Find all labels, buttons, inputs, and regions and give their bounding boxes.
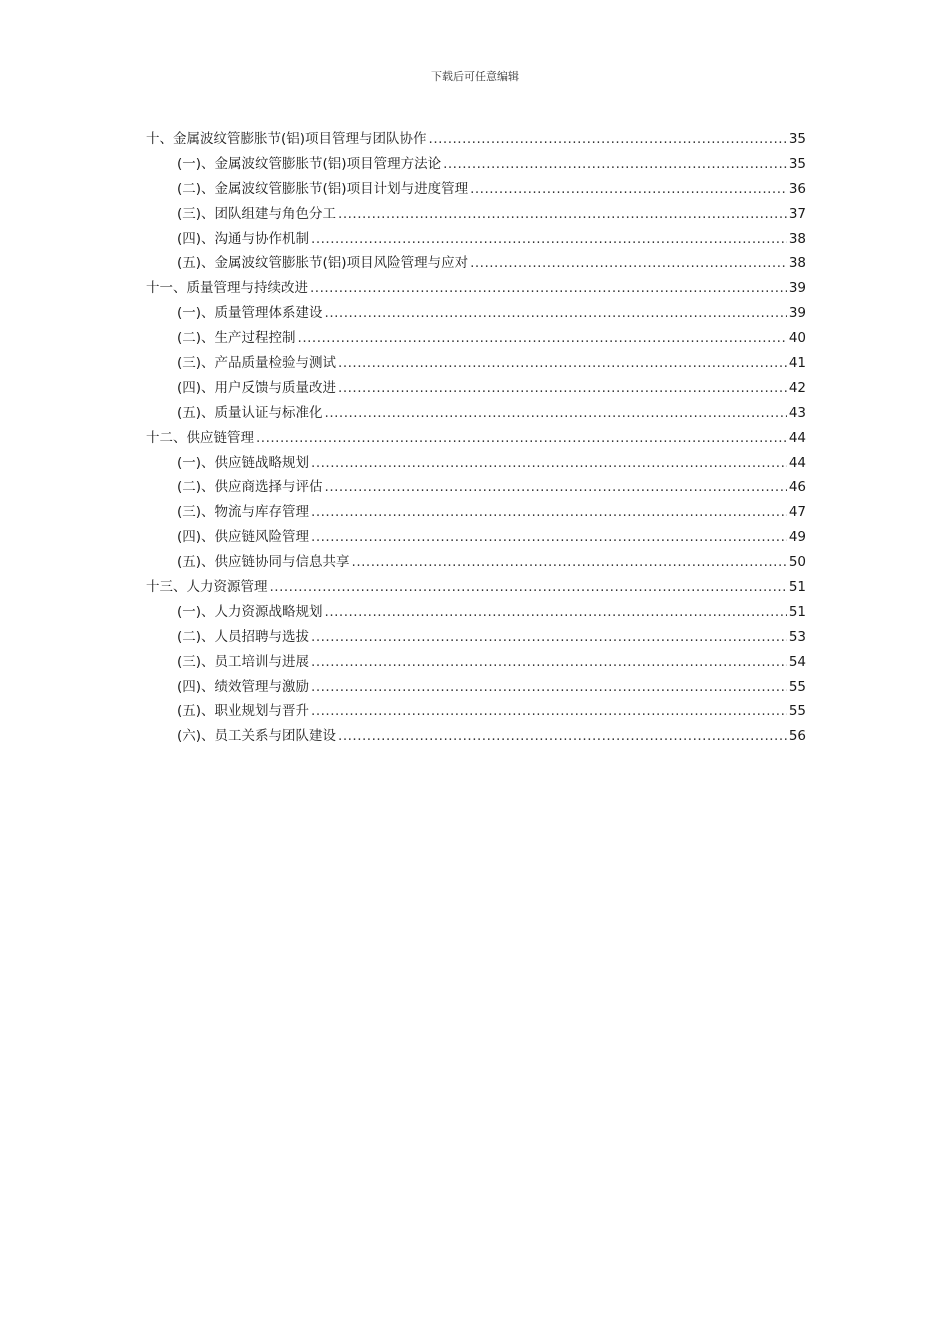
toc-section-entry[interactable]: [146, 326, 806, 351]
toc-section-entry[interactable]: [146, 675, 806, 700]
toc-page-number: 47: [788, 504, 806, 521]
toc-section-entry[interactable]: [146, 451, 806, 476]
toc-dot-leader: [270, 575, 787, 600]
toc-entry-title: (二)、金属波纹管膨胀节(铝)项目计划与进度管理: [177, 180, 469, 197]
toc-section-entry[interactable]: [146, 500, 806, 525]
toc-chapter-entry[interactable]: [146, 276, 806, 301]
toc-dot-leader: [311, 525, 787, 550]
toc-page-number: 50: [788, 554, 806, 571]
toc-entry-title: (一)、质量管理体系建设: [177, 305, 323, 322]
toc-entry-title: 十一、质量管理与持续改进: [146, 280, 308, 297]
toc-chapter-entry[interactable]: [146, 127, 806, 152]
toc-entry-title: (一)、供应链战略规划: [177, 454, 310, 471]
toc-section-entry[interactable]: [146, 600, 806, 625]
toc-page-number: 41: [788, 355, 806, 372]
toc-dot-leader: [311, 451, 787, 476]
toc-entry-title: (四)、沟通与协作机制: [177, 230, 310, 247]
toc-page-number: 46: [788, 479, 806, 496]
toc-page-number: 56: [788, 728, 806, 745]
toc-section-entry[interactable]: [146, 550, 806, 575]
toc-entry-title: (二)、生产过程控制: [177, 330, 296, 347]
toc-dot-leader: [311, 699, 787, 724]
toc-dot-leader: [338, 202, 787, 227]
toc-entry-title: 十三、人力资源管理: [146, 579, 268, 596]
toc-page-number: 49: [788, 529, 806, 546]
toc-section-entry[interactable]: [146, 401, 806, 426]
toc-dot-leader: [311, 625, 787, 650]
toc-entry-title: (二)、人员招聘与选拔: [177, 628, 310, 645]
toc-dot-leader: [443, 152, 787, 177]
toc-entry-title: (三)、团队组建与角色分工: [177, 205, 337, 222]
toc-section-entry[interactable]: [146, 251, 806, 276]
toc-dot-leader: [325, 401, 787, 426]
toc-entry-title: (四)、用户反馈与质量改进: [177, 379, 337, 396]
toc-section-entry[interactable]: [146, 525, 806, 550]
toc-entry-title: (五)、职业规划与晋升: [177, 703, 310, 720]
toc-section-entry[interactable]: [146, 351, 806, 376]
toc-entry-title: (六)、员工关系与团队建设: [177, 728, 337, 745]
toc-section-entry[interactable]: [146, 227, 806, 252]
page-header: 下载后可任意编辑: [431, 70, 519, 83]
toc-entry-title: (一)、金属波纹管膨胀节(铝)项目管理方法论: [177, 155, 442, 172]
toc-page-number: 55: [788, 678, 806, 695]
toc-section-entry[interactable]: [146, 177, 806, 202]
toc-section-entry[interactable]: [146, 724, 806, 749]
toc-page-number: 51: [788, 603, 806, 620]
toc-entry-title: (五)、供应链协同与信息共享: [177, 554, 350, 571]
toc-entry-title: 十二、供应链管理: [146, 429, 254, 446]
toc-entry-title: (二)、供应商选择与评估: [177, 479, 323, 496]
toc-entry-title: (四)、供应链风险管理: [177, 529, 310, 546]
toc-dot-leader: [311, 675, 787, 700]
toc-dot-leader: [311, 227, 787, 252]
toc-page-number: 39: [788, 305, 806, 322]
toc-page-number: 44: [788, 454, 806, 471]
toc-page-number: 40: [788, 330, 806, 347]
toc-dot-leader: [470, 251, 787, 276]
toc-page-number: 36: [788, 180, 806, 197]
toc-page-number: 39: [788, 280, 806, 297]
toc-entry-title: 十、金属波纹管膨胀节(铝)项目管理与团队协作: [146, 131, 427, 147]
toc-entry-title: (五)、质量认证与标准化: [177, 404, 323, 421]
toc-section-entry[interactable]: [146, 699, 806, 724]
toc-section-entry[interactable]: [146, 202, 806, 227]
toc-section-entry[interactable]: [146, 625, 806, 650]
toc-entry-title: (四)、绩效管理与激励: [177, 678, 310, 695]
toc-section-entry[interactable]: [146, 650, 806, 675]
toc-dot-leader: [325, 600, 787, 625]
toc-page-number: 35: [788, 155, 806, 172]
toc-page-number: 54: [788, 653, 806, 670]
toc-dot-leader: [256, 426, 787, 451]
toc-dot-leader: [338, 376, 787, 401]
toc-dot-leader: [325, 475, 787, 500]
toc-page-number: 38: [788, 255, 806, 272]
toc-dot-leader: [310, 276, 787, 301]
toc-section-entry[interactable]: [146, 152, 806, 177]
toc-chapter-entry[interactable]: [146, 426, 806, 451]
toc-dot-leader: [311, 650, 787, 675]
toc-dot-leader: [325, 301, 787, 326]
toc-dot-leader: [470, 177, 787, 202]
toc-entry-title: (三)、产品质量检验与测试: [177, 355, 337, 372]
toc-dot-leader: [298, 326, 787, 351]
toc-page-number: 55: [788, 703, 806, 720]
toc-dot-leader: [311, 500, 787, 525]
toc-dot-leader: [429, 127, 787, 152]
toc-page-number: 53: [788, 628, 806, 645]
toc-entry-title: (一)、人力资源战略规划: [177, 603, 323, 620]
toc-dot-leader: [338, 724, 787, 749]
toc-section-entry[interactable]: [146, 475, 806, 500]
toc-dot-leader: [352, 550, 787, 575]
toc-entry-title: (五)、金属波纹管膨胀节(铝)项目风险管理与应对: [177, 255, 469, 272]
toc-page-number: 35: [788, 131, 806, 147]
toc-section-entry[interactable]: [146, 376, 806, 401]
toc-page-number: 44: [788, 429, 806, 446]
toc-page-number: 42: [788, 379, 806, 396]
toc-entry-title: (三)、物流与库存管理: [177, 504, 310, 521]
toc-entry-title: (三)、员工培训与进展: [177, 653, 310, 670]
toc-page-number: 51: [788, 579, 806, 596]
toc-page-number: 43: [788, 404, 806, 421]
toc-page-number: 38: [788, 230, 806, 247]
toc-section-entry[interactable]: [146, 301, 806, 326]
toc-page-number: 37: [788, 205, 806, 222]
toc-dot-leader: [338, 351, 787, 376]
table-of-contents: [146, 127, 806, 749]
toc-chapter-entry[interactable]: [146, 575, 806, 600]
